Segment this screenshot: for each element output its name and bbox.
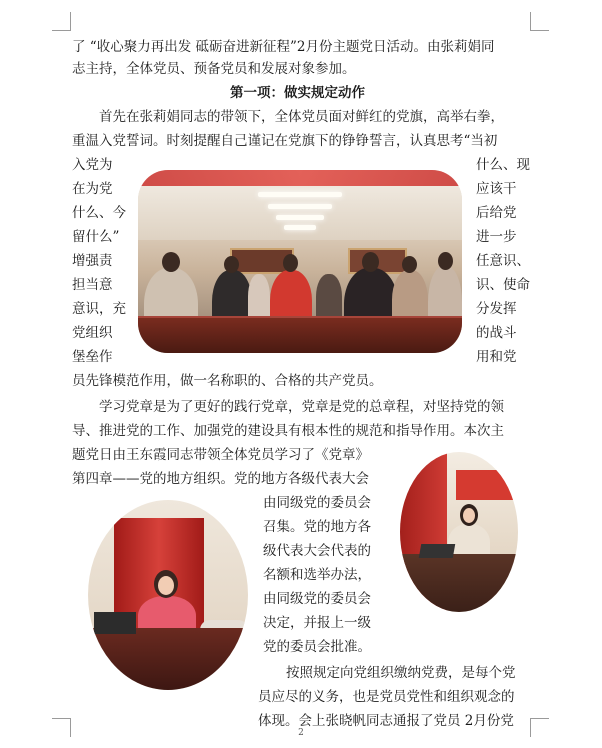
intro-line-1: 了 “收心聚力再出发 砥砺奋进新征程”2月份主题党日活动。由张莉娟同 <box>72 39 495 55</box>
section2-narrow-5: 由同级党的委员会 <box>263 591 371 607</box>
section1-left-9: 堡垒作 <box>72 349 113 365</box>
section3-line-3: 体现。会上张晓帆同志通报了党员 2月份党 <box>258 713 514 729</box>
section3-line-2: 员应尽的义务，也是党员党性和组织观念的 <box>258 689 515 705</box>
section1-right-6: 识、使命 <box>476 277 530 293</box>
section1-right-5: 任意识、 <box>476 253 530 269</box>
section2-line-4: 第四章——党的地方组织。党的地方各级代表大会 <box>72 471 369 487</box>
section2-narrow-3: 级代表大会代表的 <box>263 543 371 559</box>
section1-left-8: 党组织 <box>72 325 113 341</box>
study-session-photo-right <box>400 452 518 612</box>
section1-left-2: 在为党 <box>72 181 113 197</box>
section1-left-3: 什么、今 <box>72 205 126 221</box>
section2-narrow-2: 召集。党的地方各 <box>263 519 371 535</box>
section1-right-9: 用和党 <box>476 349 517 365</box>
intro-line-2: 志主持，全体党员、预备党员和发展对象参加。 <box>72 61 356 77</box>
section1-left-6: 担当意 <box>72 277 113 293</box>
section2-line-2: 导、推进党的工作、加强党的建设具有根本性的规范和指导作用。本次主 <box>72 423 504 439</box>
section2-line-3: 题党日由王东霞同志带领全体党员学习了《党章》 <box>72 447 369 463</box>
section1-right-8: 的战斗 <box>476 325 517 341</box>
crop-mark-top-left <box>52 12 71 31</box>
page-number: 2 <box>298 728 304 738</box>
section-heading: 第一项：做实规定动作 <box>230 85 365 101</box>
section2-narrow-6: 决定，并报上一级 <box>263 615 371 631</box>
section1-left-4: 留什么” <box>72 229 120 245</box>
section1-line-1: 首先在张莉娟同志的带领下，全体党员面对鲜红的党旗，高举右拳， <box>99 109 504 125</box>
section1-left-1: 入党为 <box>72 157 113 173</box>
section1-right-3: 后给党 <box>476 205 517 221</box>
section3-line-1: 按照规定向党组织缴纳党费，是每个党 <box>286 665 516 681</box>
section1-line-2: 重温入党誓词。时刻提醒自己谨记在党旗下的铮铮誓言，认真思考“当初 <box>72 133 498 149</box>
section2-narrow-1: 由同级党的委员会 <box>263 495 371 511</box>
section2-narrow-4: 名额和选举办法， <box>263 567 371 583</box>
section1-left-7: 意识，充 <box>72 301 126 317</box>
section1-right-4: 进一步 <box>476 229 517 245</box>
group-oath-photo <box>138 170 462 353</box>
crop-mark-top-right <box>530 12 549 31</box>
section2-line-1: 学习党章是为了更好的践行党章，党章是党的总章程，对坚持党的领 <box>99 399 504 415</box>
section1-right-7: 分发挥 <box>476 301 517 317</box>
study-session-photo-left <box>88 500 248 690</box>
section1-right-2: 应该干 <box>476 181 517 197</box>
section1-end: 员先锋模范作用，做一名称职的、合格的共产党员。 <box>72 373 383 389</box>
section2-narrow-7: 党的委员会批准。 <box>263 639 371 655</box>
section1-right-1: 什么、现 <box>476 157 530 173</box>
section1-left-5: 增强责 <box>72 253 113 269</box>
